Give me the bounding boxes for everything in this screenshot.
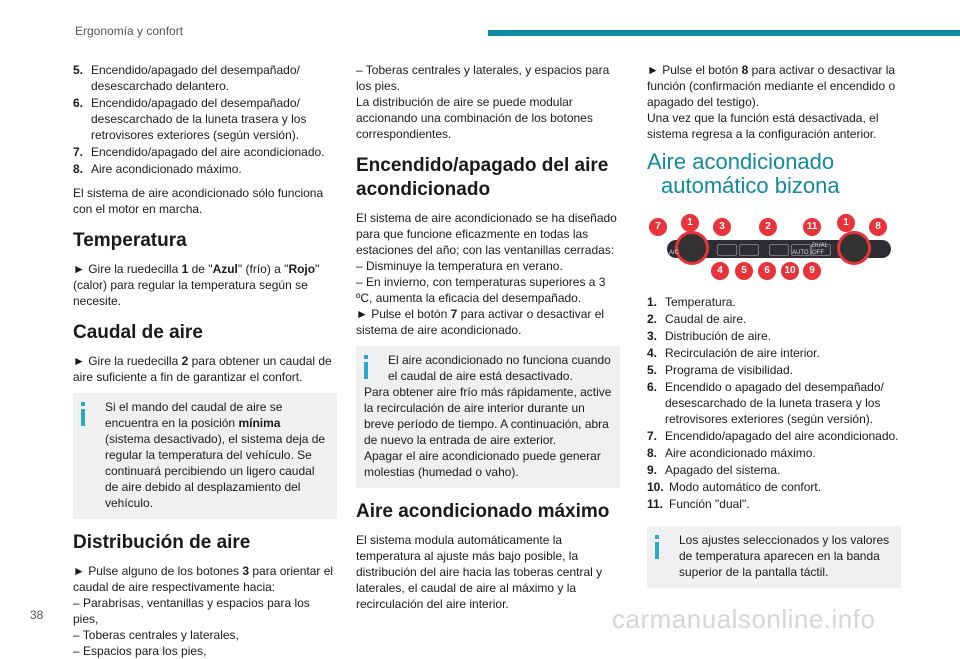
distribution-option: – Toberas centrales y laterales,	[73, 628, 239, 642]
left-temperature-knob	[675, 231, 709, 265]
callout-1b: 1	[837, 214, 855, 232]
callout-9: 9	[803, 262, 821, 280]
ac-instruction: ► Pulse el botón 7 para activar o desactivar el sistema de aire acondicionado.	[356, 307, 605, 337]
max-ac-instruction: ► Pulse el botón 8 para activar o desactivar la función (confirmación mediante el encendido o apagado del testigo).	[647, 63, 896, 109]
list-item: 4. Recirculación de aire interior.	[647, 346, 820, 360]
callout-3: 3	[713, 218, 731, 236]
bizona-control-list	[647, 294, 901, 512]
ac-label: A/C	[669, 250, 680, 256]
header-accent-bar	[488, 30, 960, 36]
panel-button	[717, 244, 737, 256]
list-item: 6. Encendido o apagado del desempañado/ desescarchado de la luneta trasera y los retrovisores exteriores (según versión).	[647, 380, 884, 426]
info-box-ac: El aire acondicionado no funciona cuando el caudal de aire está desactivado. Para obtener aire frío más rápidamente, active la recirculación de aire interior durante un breve período de tiempo. A continuación, abra de nuevo la entrada de aire exterior. Apagar el aire acondicionado puede generar molestias (humedad o vaho).	[356, 346, 620, 488]
callout-11: 11	[803, 218, 821, 236]
dual-label: DUAL	[812, 243, 829, 249]
callout-7: 7	[649, 218, 667, 236]
off-label: OFF	[812, 250, 824, 256]
distribution-instruction: ► Pulse alguno de los botones 3 para orientar el caudal de aire respectivamente hacia:	[73, 564, 334, 594]
callout-8: 8	[869, 218, 887, 236]
control-list-continued	[73, 62, 337, 177]
info-box-display: Los ajustes seleccionados y los valores de temperatura aparecen en la banda superior de la pantalla táctil.	[647, 526, 901, 588]
list-item: 2. Caudal de aire.	[647, 312, 747, 326]
list-item: 5. Programa de visibilidad.	[647, 363, 794, 377]
list-item: 8. Aire acondicionado máximo.	[647, 446, 816, 460]
engine-note: El sistema de aire acondicionado sólo funciona con el motor en marcha.	[73, 186, 324, 216]
heading-caudal: Caudal de aire	[73, 322, 203, 343]
callout-6: 6	[758, 262, 776, 280]
info-icon	[364, 355, 368, 379]
list-item: 6. Encendido/apagado del desempañado/ desescarchado de la luneta trasera y los retrovisores exteriores (según versión).	[73, 96, 307, 142]
list-item: 9. Apagado del sistema.	[647, 463, 781, 477]
watermark: carmanualsonline.info	[612, 604, 876, 634]
heading-temperatura: Temperatura	[73, 230, 187, 251]
info-icon	[81, 402, 85, 426]
info-box-airflow: Si el mando del caudal de aire se encuentra en la posición mínima (sistema desactivado), el sistema deja de regular la temperatura del vehículo. Se continuará percibiendo un ligero caudal de aire debido al desplazamiento del vehículo.	[73, 393, 337, 519]
list-item: 7. Encendido/apagado del aire acondicionado.	[647, 429, 899, 443]
distribution-option: – Parabrisas, ventanillas y espacios para los pies,	[73, 596, 310, 626]
section-title: Ergonomía y confort	[75, 24, 184, 38]
list-item: 5. Encendido/apagado del desempañado/ desescarchado delantero.	[73, 63, 300, 93]
page-number: 38	[30, 608, 44, 622]
column-1	[73, 62, 337, 659]
list-item: 10. Modo automático de confort.	[647, 480, 822, 494]
distribution-option: – Espacios para los pies,	[73, 644, 207, 658]
max-ac-description: El sistema modula automáticamente la temperatura al ajuste más bajo posible, la distribución del aire hacia las toberas central y laterales, el caudal de aire al máximo y la recirculación del aire interior.	[356, 533, 603, 611]
list-item: 11. Función "dual".	[647, 497, 750, 511]
heading-maximo: Aire acondicionado máximo	[356, 501, 610, 522]
list-item: 1. Temperatura.	[647, 295, 736, 309]
climate-control-panel-diagram	[647, 214, 889, 282]
heading-bizona: Aire acondicionado automático bizona	[647, 149, 840, 198]
callout-1: 1	[681, 214, 699, 232]
distribution-option: – Toberas centrales y laterales, y espacios para los pies.	[356, 63, 610, 93]
right-temperature-knob	[837, 231, 871, 265]
callout-2: 2	[759, 218, 777, 236]
list-item: 7. Encendido/apagado del aire acondicionado.	[73, 145, 325, 159]
callout-5: 5	[735, 262, 753, 280]
panel-button	[769, 244, 789, 256]
auto-label: AUTO	[792, 250, 809, 256]
callout-10: 10	[781, 262, 799, 280]
callout-4: 4	[711, 262, 729, 280]
column-3	[647, 62, 901, 596]
ac-benefit: – Disminuye la temperatura en verano.	[356, 259, 563, 273]
panel-button	[739, 244, 759, 256]
list-item: 3. Distribución de aire.	[647, 329, 772, 343]
column-2	[356, 62, 620, 620]
airflow-instruction: ► Gire la ruedecilla 2 para obtener un caudal de aire suficiente a fin de garantizar el confort.	[73, 354, 332, 384]
info-icon	[655, 535, 659, 559]
list-item: 8. Aire acondicionado máximo.	[73, 162, 242, 176]
max-ac-note: Una vez que la función está desactivada, el sistema regresa a la configuración anterior.	[647, 111, 879, 141]
distribution-note: La distribución de aire se puede modular accionando una combinación de los botones correspondientes.	[356, 95, 593, 141]
ac-description: El sistema de aire acondicionado se ha diseñado para que funcione eficazmente en todas las estaciones del año; con las ventanillas cerradas:	[356, 211, 617, 257]
temperature-instruction: ► Gire la ruedecilla 1 de "Azul" (frío) a "Rojo" (calor) para regular la temperatura según se necesite.	[73, 262, 320, 308]
heading-distribucion: Distribución de aire	[73, 532, 251, 553]
heading-encendido: Encendido/apagado del aire acondicionado	[356, 155, 609, 200]
ac-benefit: – En invierno, con temperaturas superiores a 3 ºC, aumenta la eficacia del desempañado.	[356, 275, 606, 305]
